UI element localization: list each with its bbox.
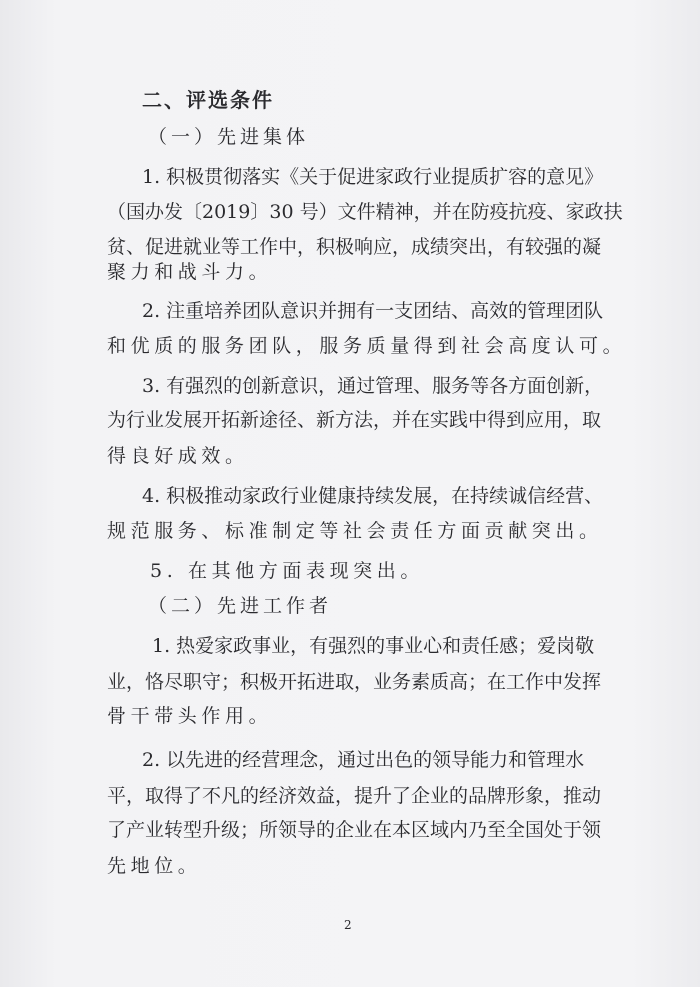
- paragraph-line: 1. 热爱家政事业，有强烈的事业心和责任感；爱岗敬: [152, 635, 595, 657]
- paragraph-line: 规范服务、标准制定等社会责任方面贡献突出。: [107, 520, 603, 542]
- paragraph-line: 平，取得了不凡的经济效益，提升了企业的品牌形象，推动: [107, 785, 602, 807]
- paragraph-line: 1. 积极贯彻落实《关于促进家政行业提质扩容的意见》: [142, 166, 604, 188]
- paragraph-line: 2. 以先进的经营理念，通过出色的领导能力和管理水: [142, 749, 585, 771]
- paragraph-line: 骨干带头作用。: [107, 705, 273, 727]
- subsection-title: （一）先进集体: [148, 126, 310, 148]
- paragraph-line: 聚力和战斗力。: [107, 261, 273, 283]
- paragraph-line: 业，恪尽职守；积极开拓进取，业务素质高；在工作中发挥: [107, 671, 602, 693]
- subsection-title: （二）先进工作者: [148, 595, 333, 617]
- paragraph-line: 4. 积极推动家政行业健康持续发展，在持续诚信经营、: [142, 485, 604, 507]
- paragraph-line: 和优质的服务团队，服务质量得到社会高度认可。: [107, 335, 627, 357]
- paragraph-line: 5. 在其他方面表现突出。: [150, 560, 424, 582]
- page-number: 2: [344, 918, 352, 932]
- paragraph-line: 2. 注重培养团队意识并拥有一支团结、高效的管理团队: [142, 300, 604, 322]
- paragraph-line: 了产业转型升级；所领导的企业在本区域内乃至全国处于领: [107, 819, 602, 841]
- section-heading: 二、评选条件: [142, 88, 274, 112]
- paragraph-line: 得良好成效。: [107, 445, 249, 467]
- paragraph-line: （国办发〔2019〕30 号）文件精神，并在防疫抗疫、家政扶: [107, 201, 623, 223]
- paragraph-line: 先地位。: [107, 855, 202, 877]
- paragraph-line: 为行业发展开拓新途径、新方法，并在实践中得到应用，取: [107, 409, 602, 431]
- paragraph-line: 3. 有强烈的创新意识，通过管理、服务等各方面创新，: [142, 375, 604, 397]
- paragraph-line: 贫、促进就业等工作中，积极响应，成绩突出，有较强的凝: [107, 236, 602, 258]
